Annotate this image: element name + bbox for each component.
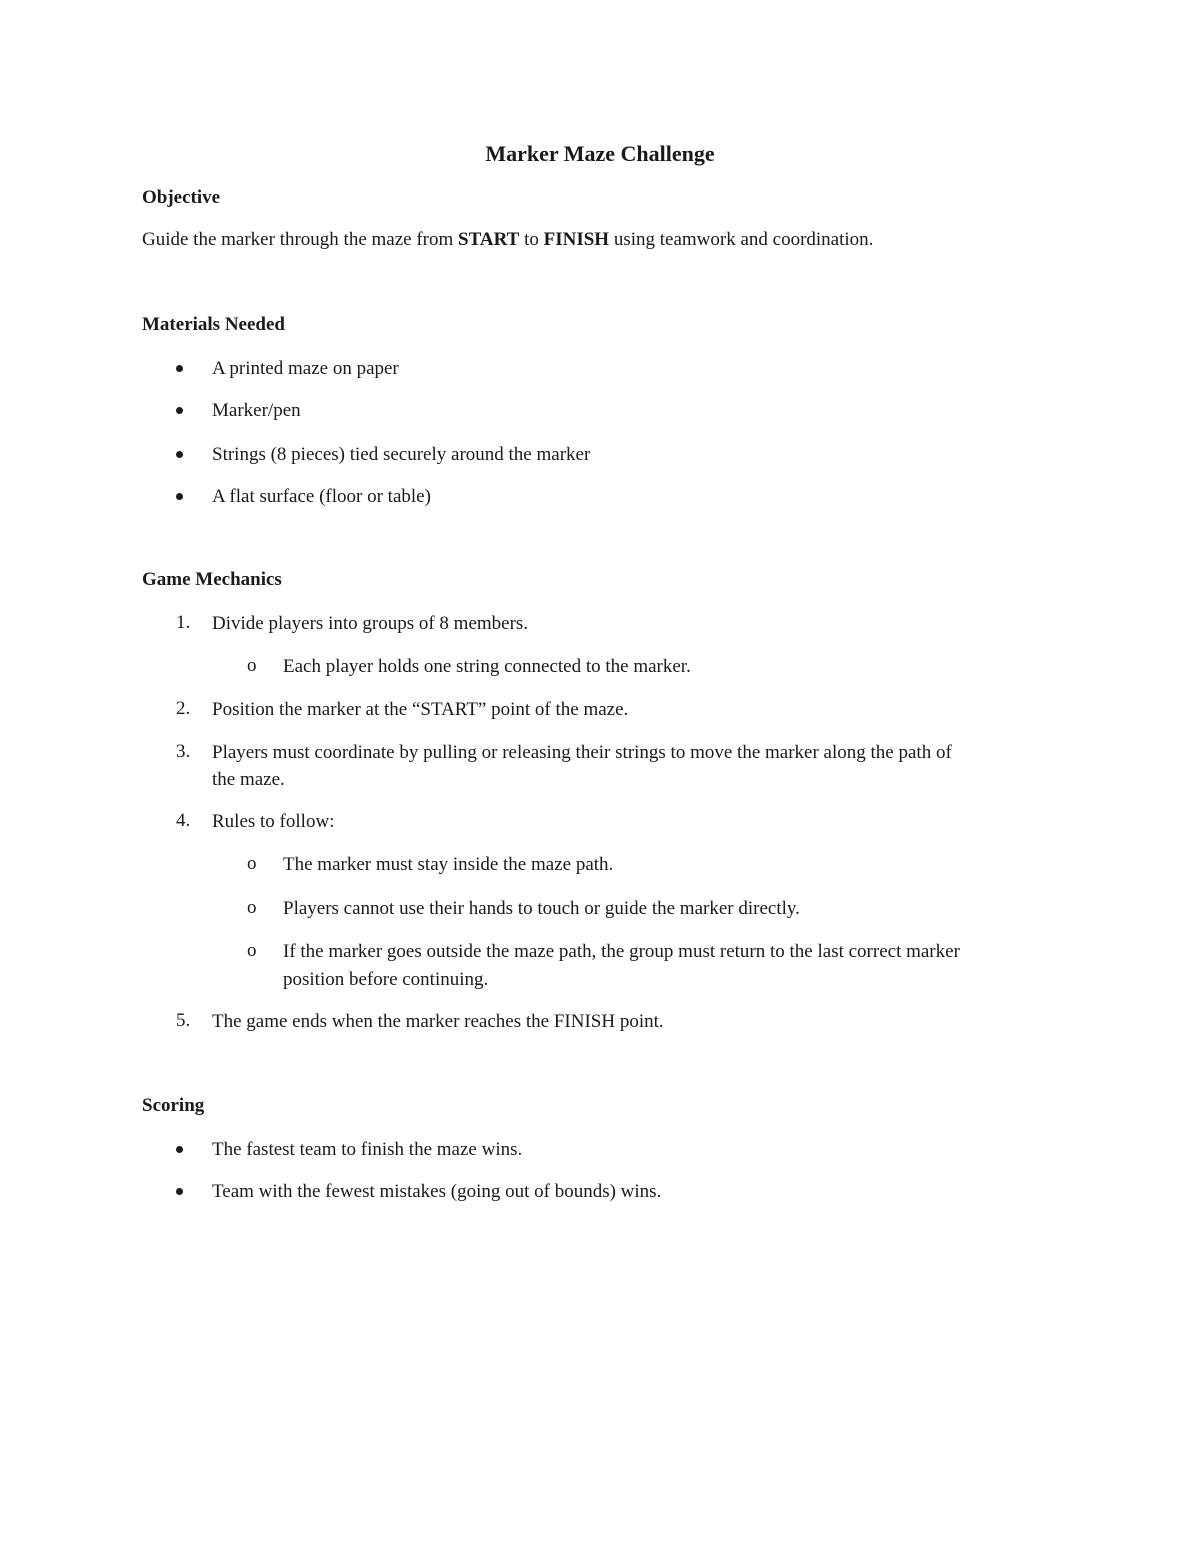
step-text: The game ends when the marker reaches the FINISH point.: [212, 1011, 664, 1032]
materials-item: Strings (8 pieces) tied securely around the marker: [212, 444, 591, 465]
bullet-icon: [176, 1146, 183, 1153]
bullet-icon: [176, 451, 183, 458]
sub-bullet-icon: o: [247, 655, 257, 676]
sub-step-text: Each player holds one string connected to the marker.: [283, 656, 691, 677]
sub-step-text: Players cannot use their hands to touch or guide the marker directly.: [283, 898, 800, 919]
document-title: Marker Maze Challenge: [485, 141, 715, 166]
step-text: Players must coordinate by pulling or releasing their strings to move the marker along the path of: [212, 742, 952, 763]
materials-item: A printed maze on paper: [212, 358, 399, 379]
sub-step-text: If the marker goes outside the maze path, the group must return to the last correct marker: [283, 941, 960, 962]
step-number: 2.: [176, 698, 191, 719]
start-word: START: [458, 229, 520, 250]
step-number: 1.: [176, 612, 191, 633]
step-number: 5.: [176, 1010, 191, 1031]
step-number: 3.: [176, 741, 191, 762]
bullet-icon: [176, 365, 183, 372]
scoring-item: Team with the fewest mistakes (going out of bounds) wins.: [212, 1181, 662, 1202]
sub-bullet-icon: o: [247, 897, 257, 918]
step-text: Rules to follow:: [212, 811, 335, 832]
objective-text-part: Guide the marker through the maze from: [142, 229, 459, 250]
step-number: 4.: [176, 810, 191, 831]
materials-heading: Materials Needed: [142, 314, 285, 335]
step-text: the maze.: [212, 769, 285, 790]
scoring-item: The fastest team to finish the maze wins.: [212, 1139, 523, 1160]
objective-heading: Objective: [142, 187, 221, 208]
bullet-icon: [176, 407, 183, 414]
sub-bullet-icon: o: [247, 853, 257, 874]
bullet-icon: [176, 493, 183, 500]
sub-step-text: position before continuing.: [283, 969, 489, 990]
scoring-heading: Scoring: [142, 1095, 205, 1116]
objective-text: [142, 229, 873, 251]
sub-step-text: The marker must stay inside the maze path.: [283, 854, 614, 875]
materials-item: A flat surface (floor or table): [212, 486, 431, 507]
materials-item: Marker/pen: [212, 400, 301, 421]
objective-text-part: to: [519, 229, 544, 250]
step-text: Divide players into groups of 8 members.: [212, 613, 529, 634]
finish-word: FINISH: [543, 229, 610, 250]
bullet-icon: [176, 1188, 183, 1195]
mechanics-heading: Game Mechanics: [142, 569, 282, 590]
step-text: Position the marker at the “START” point of the maze.: [212, 699, 629, 720]
sub-bullet-icon: o: [247, 940, 257, 961]
objective-text-part: using teamwork and coordination.: [609, 229, 874, 250]
